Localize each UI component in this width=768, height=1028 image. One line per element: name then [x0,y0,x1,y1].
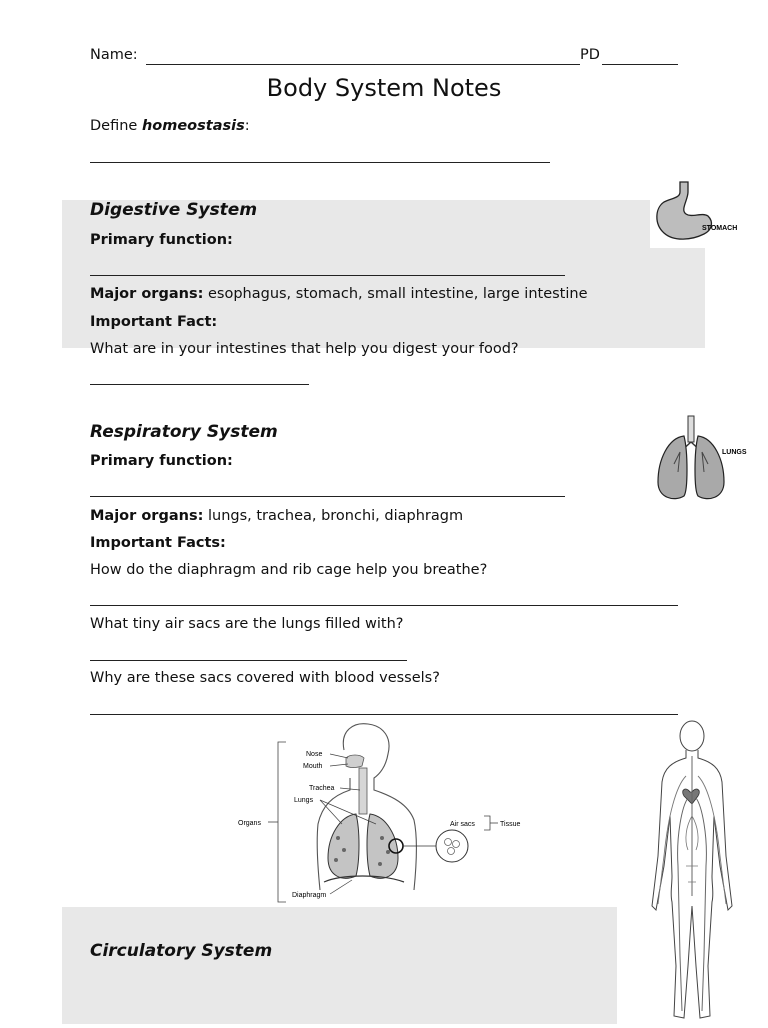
respiratory-q3-answer-line[interactable] [90,714,678,715]
diagram-label-diaphragm: Diaphragm [292,892,327,899]
name-blank[interactable] [146,64,580,65]
respiratory-organs-label: Major organs: [90,508,204,524]
respiratory-primary-label: Primary function: [90,453,233,469]
respiratory-organs [90,508,463,524]
pd-label: PD [580,47,600,63]
digestive-primary-label: Primary function: [90,232,233,248]
digestive-question: What are in your intestines that help you digest your food? [90,341,519,357]
digestive-question-answer-line[interactable] [90,384,309,385]
circulatory-heading: Circulatory System [90,941,273,961]
respiratory-question-2: What tiny air sacs are the lungs filled with? [90,616,404,632]
respiratory-facts-label: Important Facts: [90,535,226,551]
diagram-label-mouth: Mouth [303,763,323,770]
name-label: Name: [90,47,138,63]
define-prompt [90,118,250,134]
digestive-organs [90,286,588,302]
page-title: Body System Notes [266,74,502,102]
pd-blank[interactable] [602,64,678,65]
diagram-label-air-sacs: Air sacs [450,821,475,828]
define-suffix: : [244,118,250,134]
respiratory-primary-answer-line[interactable] [90,496,565,497]
stomach-icon [650,178,738,248]
stomach-image [650,178,738,248]
respiratory-q2-answer-line[interactable] [90,660,407,661]
diagram-label-trachea: Trachea [309,785,335,792]
lungs-icon [652,412,747,508]
respiratory-q1-answer-line[interactable] [90,605,678,606]
lungs-label: LUNGS [722,449,747,456]
diagram-label-lungs: Lungs [294,797,314,804]
diagram-label-nose: Nose [306,751,323,758]
define-answer-line[interactable] [90,162,550,163]
respiratory-question-1: How do the diaphragm and rib cage help you breathe? [90,562,488,578]
define-prefix: Define [90,118,142,134]
respiratory-diagram-figure [232,720,528,908]
circulatory-body-figure [642,716,744,1024]
digestive-organs-text: esophagus, stomach, small intestine, large intestine [203,286,588,302]
respiratory-heading: Respiratory System [90,422,278,442]
stomach-label: STOMACH [702,225,738,232]
respiratory-organs-text: lungs, trachea, bronchi, diaphragm [203,508,464,524]
lungs-image [652,412,747,508]
digestive-heading: Digestive System [90,200,258,220]
digestive-fact-label: Important Fact: [90,314,218,330]
define-term: homeostasis [141,118,245,134]
respiratory-question-3: Why are these sacs covered with blood vessels? [90,670,440,686]
circulatory-shaded-box [62,907,617,1024]
digestive-primary-answer-line[interactable] [90,275,565,276]
digestive-organs-label: Major organs: [90,286,204,302]
diagram-label-organs: Organs [238,820,261,827]
respiratory-diagram [232,720,528,908]
diagram-label-tissue: Tissue [500,821,521,828]
circulatory-body-image [642,716,744,1024]
